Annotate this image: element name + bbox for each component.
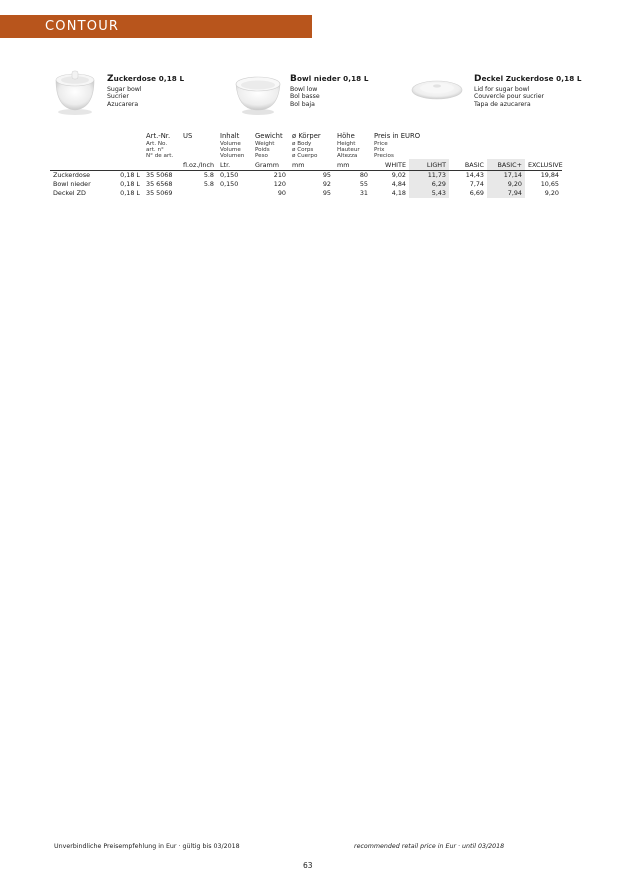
sugar-bowl-image (50, 68, 100, 116)
cell-exclusive: 9,20 (544, 189, 559, 198)
product-title: Bowl nieder 0,18 L (290, 74, 369, 84)
cell-ltr: 0,150 (220, 171, 239, 180)
header-preis: Preis in EURO Price Prix Precios (374, 132, 421, 160)
unit-cell: LIGHT (409, 159, 449, 170)
cell-art: 35 5068 (146, 171, 173, 180)
unit-cell: mm (292, 161, 305, 170)
product-title: Zuckerdose 0,18 L (107, 74, 185, 84)
cell-ltr: 0,150 (220, 180, 239, 189)
unit-cell: Gramm (255, 161, 279, 170)
desc-fr: Bol basse (290, 93, 320, 101)
unit-cell: BASIC+ (487, 159, 525, 170)
cell-basic: 14,43 (465, 171, 484, 180)
cell-exclusive: 10,65 (540, 180, 559, 189)
table-row (50, 189, 562, 198)
cell-light: 6,29 (409, 180, 449, 189)
cell-us: 5.8 (203, 180, 214, 189)
cell-white: 9,02 (391, 171, 406, 180)
cell-body: 95 (322, 171, 331, 180)
footer-price-note-de: Unverbindliche Preisempfehlung in Eur · gültig bis 03/2018 (54, 843, 240, 850)
table-unit-row (50, 159, 562, 170)
header-gewicht: Gewicht Weight Poids Peso (255, 132, 283, 160)
cell-name: Deckel ZD (53, 189, 86, 198)
cell-basicplus: 7,94 (487, 189, 525, 198)
cell-name: Bowl nieder (53, 180, 91, 189)
cell-exclusive: 19,84 (540, 171, 559, 180)
table-row (50, 180, 562, 189)
cell-height: 80 (359, 171, 368, 180)
footer-price-note-en: recommended retail price in Eur · until 03/2018 (354, 843, 505, 850)
cell-basicplus: 9,20 (487, 180, 525, 189)
product-description (474, 86, 544, 108)
cell-basic: 7,74 (469, 180, 484, 189)
cell-size: 0,18 L (120, 171, 140, 180)
cell-height: 31 (359, 189, 368, 198)
product-description (107, 86, 142, 108)
cell-white: 4,18 (391, 189, 406, 198)
header-us: US (183, 132, 193, 140)
cell-art: 35 6568 (146, 180, 173, 189)
desc-en: Lid for sugar bowl (474, 86, 530, 93)
table-header-row (50, 133, 562, 159)
desc-es: Bol baja (290, 100, 315, 108)
header-koerper: ø Körper ø Body ø Corps ø Cuerpo (292, 132, 321, 160)
section-title: CONTOUR (45, 19, 120, 34)
cell-body: 95 (322, 189, 331, 198)
unit-cell: BASIC (464, 161, 484, 170)
desc-fr: Sucrier (107, 93, 129, 101)
cell-gramm: 90 (277, 189, 286, 198)
table-row (50, 171, 562, 181)
cell-art: 35 5069 (146, 189, 173, 198)
price-table (50, 133, 562, 198)
unit-cell: Ltr. (220, 161, 231, 170)
cell-body: 92 (322, 180, 331, 189)
unit-cell: EXCLUSIVE (528, 161, 563, 170)
product-description (290, 86, 320, 108)
cell-gramm: 210 (273, 171, 286, 180)
unit-cell: mm (337, 161, 350, 170)
cell-us: 5.8 (203, 171, 214, 180)
cell-light: 11,73 (409, 171, 449, 181)
page-number: 63 (303, 861, 313, 870)
unit-cell: fl.oz./Inch (183, 161, 215, 170)
unit-cell: WHITE (385, 161, 406, 170)
desc-en: Bowl low (290, 86, 318, 93)
lid-image (410, 74, 464, 102)
cell-basic: 6,69 (469, 189, 484, 198)
desc-es: Azucarera (107, 100, 139, 108)
bowl-low-image (232, 70, 284, 116)
cell-ltr (217, 189, 252, 198)
cell-us (180, 189, 217, 198)
desc-fr: Couvercle pour sucrier (474, 93, 545, 101)
cell-height: 55 (359, 180, 368, 189)
cell-size: 0,18 L (120, 180, 140, 189)
desc-en: Sugar bowl (107, 86, 142, 93)
cell-size: 0,18 L (120, 189, 140, 198)
desc-es: Tapa de azucarera (474, 100, 531, 108)
cell-white: 4,84 (391, 180, 406, 189)
cell-light: 5,43 (409, 189, 449, 198)
product-title: Deckel Zuckerdose 0,18 L (474, 74, 582, 84)
section-header-band (0, 15, 312, 38)
header-hoehe: Höhe Height Hauteur Altezza (337, 132, 360, 160)
cell-name: Zuckerdose (53, 171, 91, 180)
cell-basicplus: 17,14 (487, 171, 525, 181)
header-inhalt: Inhalt Volume Volume Volumen (220, 132, 245, 160)
header-art: Art.-Nr. Art. No. art. n° N° de art. (146, 132, 174, 160)
cell-gramm: 120 (273, 180, 286, 189)
